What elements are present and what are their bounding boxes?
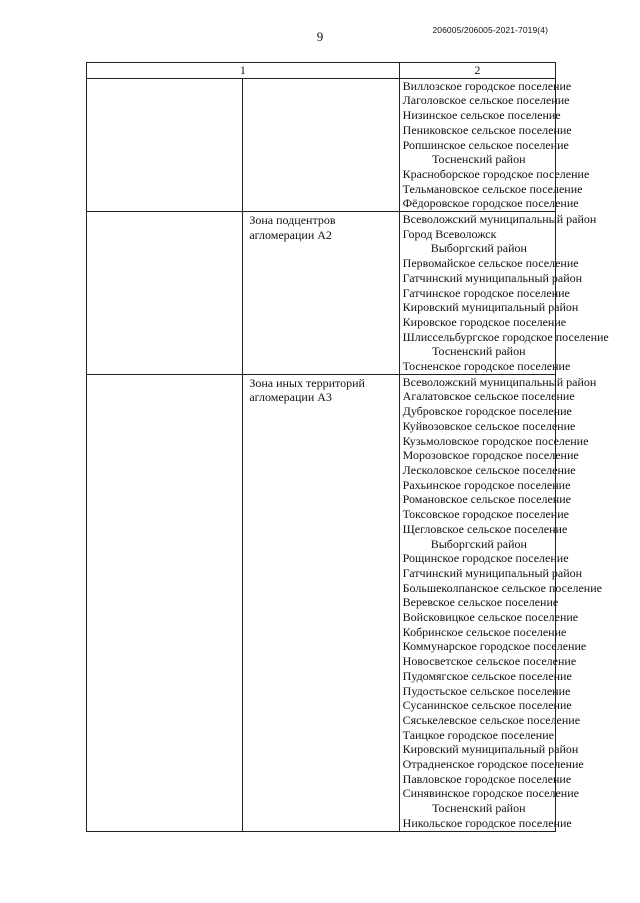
settlement-name: Кобринское сельское поселение: [402, 624, 567, 639]
settlement-name: Веревское сельское поселение: [402, 595, 559, 610]
settlement-name: Войсковицкое сельское поселение: [402, 610, 579, 625]
row-index-cell: [87, 374, 243, 831]
settlement-name: Никольское городское поселение: [402, 815, 572, 830]
district-heading: Всеволожский муниципальный район: [402, 212, 597, 227]
zone-label: [249, 79, 398, 80]
settlement-name: Низинское сельское поселение: [402, 108, 561, 123]
settlement-name: Синявинское городское поселение: [402, 786, 579, 801]
settlement-name: Большеколпанское сельское поселение: [402, 580, 602, 595]
settlement-name: Куйвозовское сельское поселение: [402, 418, 576, 433]
settlement-name: Виллозское городское поселение: [402, 78, 572, 93]
settlement-name: Шлиссельбургское городское поселение: [402, 329, 609, 344]
document-code: 206005/206005-2021-7019(4): [432, 25, 548, 35]
settlement-name: Гатчинское городское поселение: [402, 285, 570, 300]
zone-label: Зона подцентров агломерации А2: [249, 213, 336, 242]
settlement-name: Красноборское городское поселение: [402, 166, 590, 181]
settlement-name: Коммунарское городское поселение: [402, 639, 587, 654]
settlement-name: Рахьинское городское поселение: [402, 477, 571, 492]
district-heading: Тосненский район: [432, 152, 526, 167]
zone-cell: [243, 78, 399, 211]
settlements-cell: [399, 212, 609, 375]
table-row: [87, 374, 556, 831]
district-heading: Кировский муниципальный район: [402, 300, 579, 315]
settlement-name: Первомайское сельское поселение: [402, 256, 579, 271]
settlement-name: Отрадненское городское поселение: [402, 757, 584, 772]
settlements-cell: [399, 78, 590, 211]
row-index-cell: [87, 78, 243, 211]
settlement-name: Пениковское сельское поселение: [402, 122, 572, 137]
settlement-name: Новосветское сельское поселение: [402, 654, 577, 669]
table-row: [87, 212, 556, 375]
settlement-name: Лесколовское сельское поселение: [402, 462, 576, 477]
district-heading: Кировский муниципальный район: [402, 742, 579, 757]
page-number: 9: [316, 29, 324, 44]
settlement-name: Сяськелевское сельское поселение: [402, 712, 581, 727]
settlement-name: Щегловское сельское поселение: [402, 521, 568, 536]
table-header-row: [87, 63, 556, 79]
settlement-name: Город Всеволожск: [402, 226, 497, 241]
settlement-name: Романовское сельское поселение: [402, 492, 571, 507]
settlement-name: Фёдоровское городское поселение: [402, 196, 579, 211]
settlements-cell: [399, 374, 602, 831]
settlement-name: Тосненское городское поселение: [402, 359, 571, 374]
settlement-name: Дубровское городское поселение: [402, 404, 572, 419]
district-heading: Гатчинский муниципальный район: [402, 565, 583, 580]
settlement-name: Морозовское городское поселение: [402, 448, 579, 463]
district-heading: Тосненский район: [432, 801, 526, 816]
row-index-cell: [87, 212, 243, 375]
zone-cell: [243, 374, 399, 831]
zone-label: Зона иных территорий агломерации А3: [249, 375, 365, 405]
district-heading: Гатчинский муниципальный район: [402, 270, 583, 285]
district-heading: Всеволожский муниципальный район: [402, 374, 597, 389]
header-col-2: 2: [399, 63, 555, 79]
settlement-name: Лаголовское сельское поселение: [402, 93, 570, 108]
settlement-name: Павловское городское поселение: [402, 771, 572, 786]
settlement-name: Сусанинское сельское поселение: [402, 698, 572, 713]
settlement-name: Тельмановское сельское поселение: [402, 181, 583, 196]
settlement-name: Ропшинское сельское поселение: [402, 137, 569, 152]
settlement-name: Кузьмоловское городское поселение: [402, 433, 589, 448]
district-heading: Тосненский район: [432, 344, 526, 359]
settlements-table: [86, 62, 609, 832]
settlement-name: Пудомягское сельское поселение: [402, 668, 572, 683]
settlement-name: Таицкое городское поселение: [402, 727, 554, 742]
zone-cell: [243, 212, 399, 375]
settlement-name: Кировское городское поселение: [402, 314, 567, 329]
settlement-name: Токсовское городское поселение: [402, 507, 569, 522]
district-heading: Выборгский район: [430, 536, 527, 551]
settlement-name: Агалатовское сельское поселение: [402, 389, 575, 404]
header-col-1: 1: [87, 63, 400, 79]
settlement-name: Пудостьское сельское поселение: [402, 683, 571, 698]
district-heading: Выборгский район: [430, 241, 527, 256]
settlement-name: Рощинское городское поселение: [402, 551, 569, 566]
table-row: [87, 78, 556, 211]
